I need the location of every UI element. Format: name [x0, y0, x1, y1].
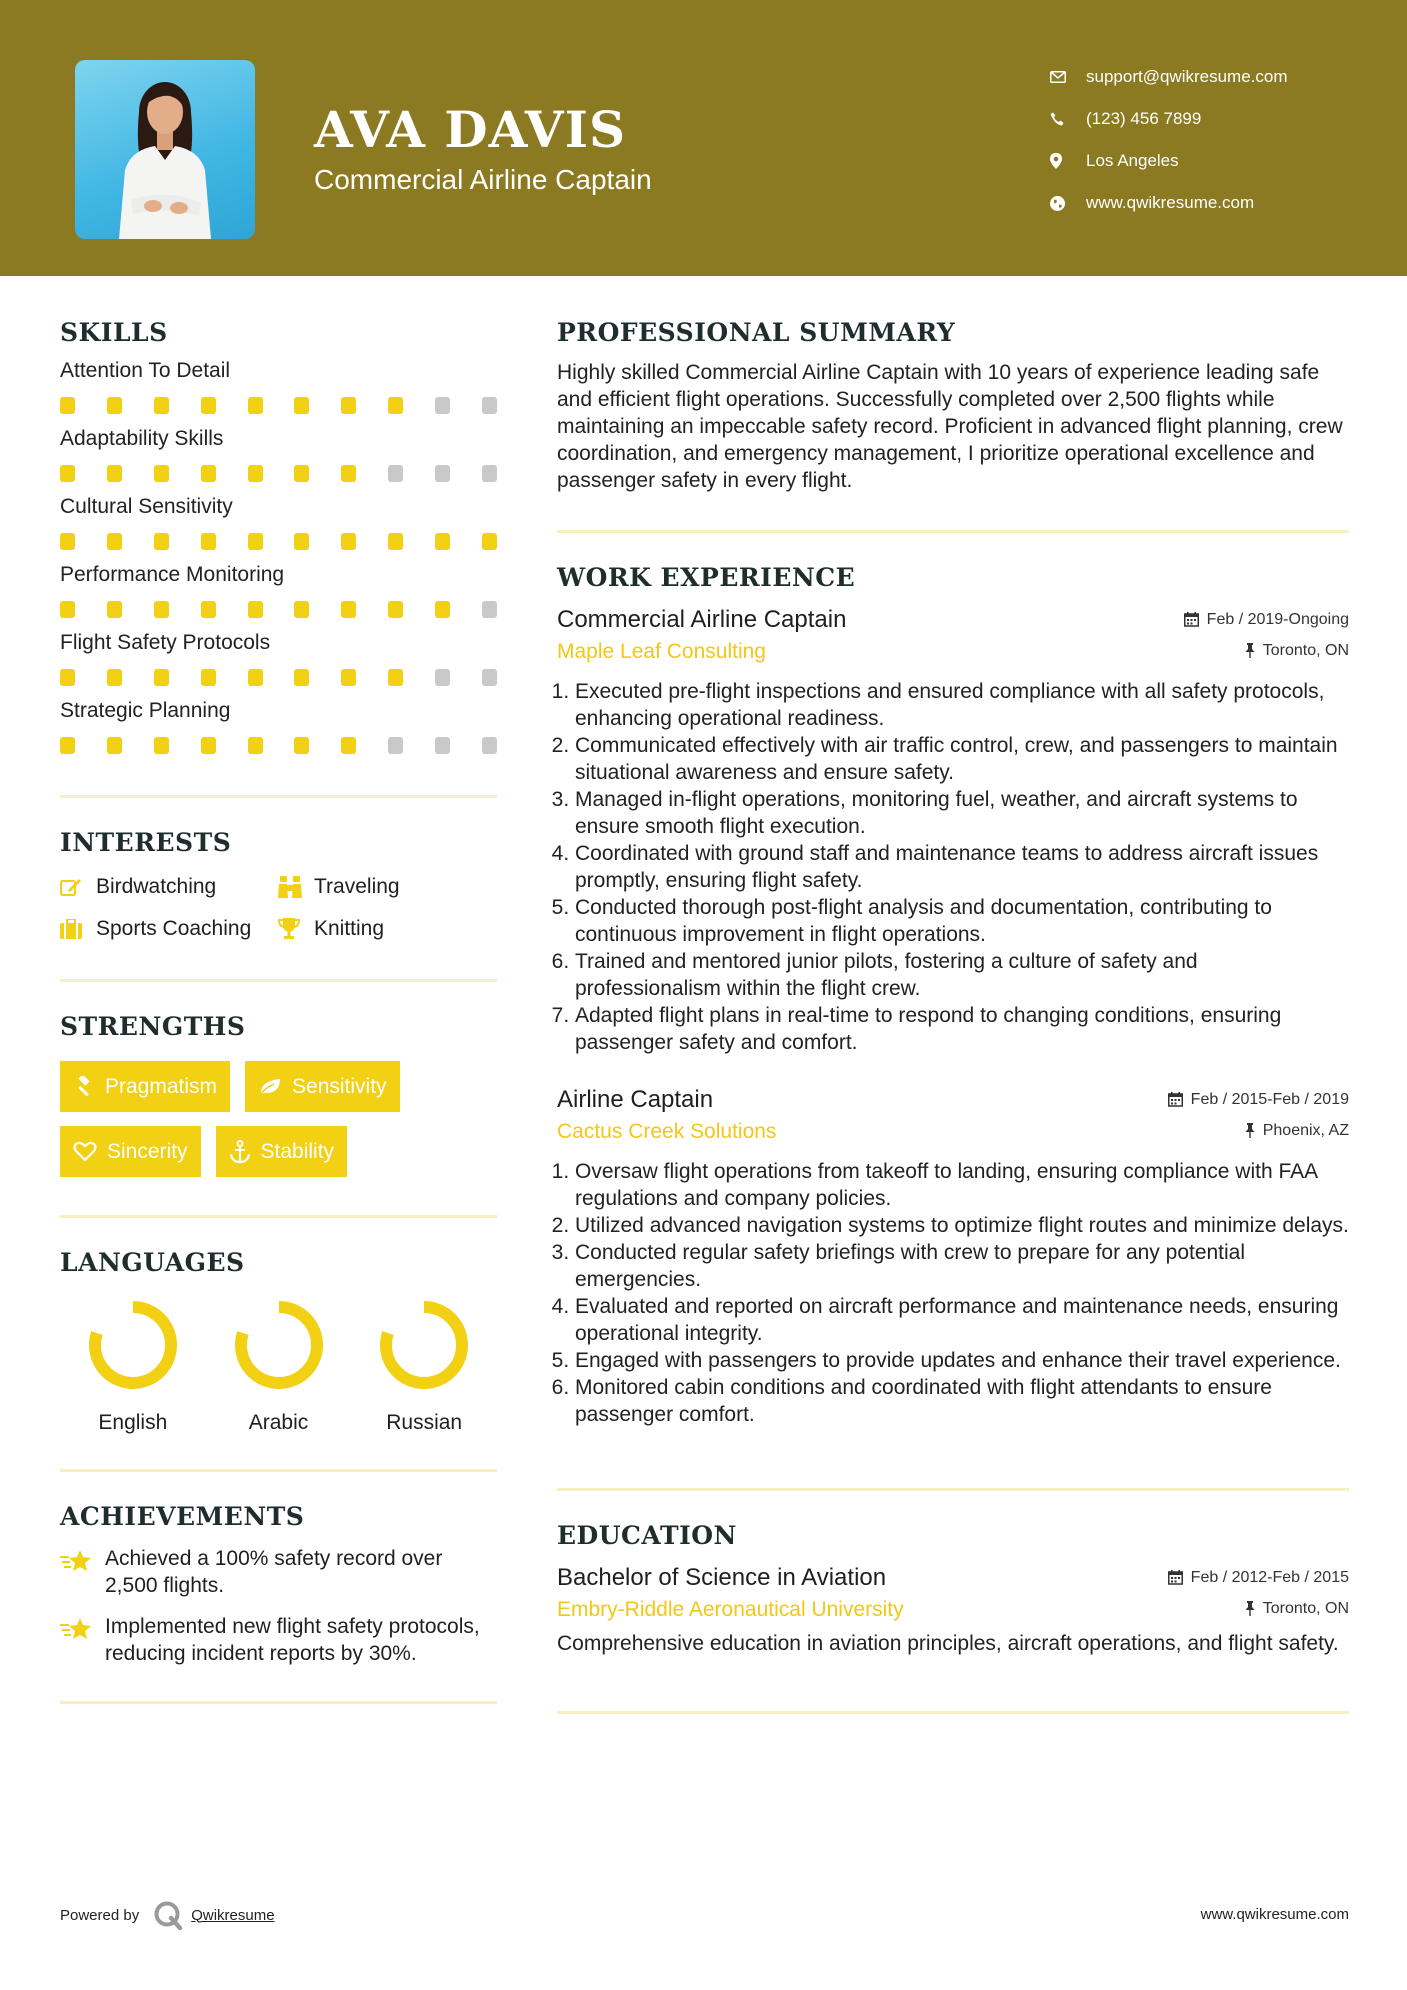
rating-dot-empty [435, 669, 450, 686]
qwikresume-link[interactable]: Qwikresume [191, 1906, 275, 1924]
rating-dot-filled [107, 601, 122, 618]
section-divider [60, 1215, 497, 1218]
skills-section [60, 318, 497, 755]
job-duties [557, 1158, 1349, 1428]
binoculars-icon [278, 876, 314, 898]
rating-dot-filled [201, 533, 216, 550]
contact-website-text: www.qwikresume.com [1086, 193, 1255, 212]
duty-item: 6. Monitored cabin conditions and coordinated with flight attendants to ensure passenger comfort. [575, 1374, 1349, 1428]
profile-photo [75, 60, 255, 239]
language-label: Arabic [248, 1411, 309, 1434]
skill-name: Adaptability Skills [60, 427, 224, 450]
rating-dot-filled [60, 397, 75, 414]
rating-dot-filled [201, 397, 216, 414]
summary-text: Highly skilled Commercial Airline Captain with 10 years of experience leading safe and efficient flight operations. Successfully completed over 2,500 flights while maintaining an impeccable safety record. Proficient in advanced flight planning, crew coordination, and emergency management, I prioritize operational excellence and passenger safety in every flight. [557, 361, 1343, 492]
skill-rating [60, 533, 497, 551]
strength-chip [60, 1061, 230, 1112]
rating-dot-filled [154, 669, 169, 686]
language-label: English [98, 1411, 168, 1434]
education-description: Comprehensive education in aviation principles, aircraft operations, and flight safety. [557, 1632, 1339, 1655]
rating-dot-filled [341, 465, 356, 482]
interest-label: Birdwatching [96, 875, 217, 898]
education-date [1168, 1569, 1349, 1587]
rating-dot-filled [388, 669, 403, 686]
achievement-text: Achieved a 100% safety record over 2,500 flights. [105, 1547, 443, 1597]
contact-location [1050, 140, 1390, 182]
skill-rating [60, 465, 497, 483]
interest-label: Sports Coaching [96, 917, 252, 940]
interest-item [60, 875, 278, 899]
language-ring [233, 1299, 325, 1391]
interest-item [278, 917, 478, 941]
school-name: Embry-Riddle Aeronautical University [557, 1598, 904, 1621]
job-location [1245, 1122, 1349, 1140]
education-header [557, 1564, 1349, 1592]
rating-dot-filled [341, 669, 356, 686]
duty-item: 3. Managed in-flight operations, monitoring fuel, weather, and aircraft systems to ensure smooth flight execution. [575, 786, 1349, 840]
job-date-text: Feb / 2019-Ongoing [1206, 610, 1349, 628]
rating-dot-empty [482, 465, 497, 482]
rating-dot-filled [248, 397, 263, 414]
language-label: Russian [386, 1411, 463, 1434]
strength-chip [216, 1126, 348, 1177]
job-title: Commercial Airline Captain [557, 606, 847, 633]
rating-dot-empty [388, 737, 403, 754]
skill-rating [60, 601, 497, 619]
footer-powered-by [60, 1900, 275, 1930]
language-item [60, 1299, 206, 1435]
powered-by-text: Powered by [60, 1906, 140, 1924]
skill-name: Strategic Planning [60, 699, 231, 722]
interests-section [60, 828, 497, 941]
job-subheader [557, 640, 1349, 664]
education-location-text: Toronto, ON [1262, 1599, 1349, 1617]
job-location-text: Phoenix, AZ [1262, 1121, 1349, 1139]
languages-list [60, 1299, 497, 1435]
skill-name: Performance Monitoring [60, 563, 285, 586]
duty-item: 2. Utilized advanced navigation systems to optimize flight routes and minimize delays. [575, 1212, 1349, 1239]
section-divider [60, 979, 497, 982]
strength-chip [245, 1061, 400, 1112]
duty-item: 4. Coordinated with ground staff and maintenance teams to address aircraft issues promptly, ensuring flight safety. [575, 840, 1349, 894]
rating-dot-filled [60, 737, 75, 754]
achievement-item [60, 1613, 497, 1667]
education-date-text: Feb / 2012-Feb / 2015 [1190, 1568, 1349, 1586]
education-subheader [557, 1598, 1349, 1622]
rating-dot-filled [154, 737, 169, 754]
rating-dot-filled [388, 601, 403, 618]
achievement-text: Implemented new flight safety protocols, reducing incident reports by 30%. [105, 1615, 480, 1665]
duty-item: 6. Trained and mentored junior pilots, fostering a culture of safety and professionalism within the flight crew. [575, 948, 1349, 1002]
rating-dot-filled [201, 601, 216, 618]
strength-label: Sensitivity [292, 1074, 387, 1098]
section-divider [557, 530, 1349, 533]
section-divider [557, 1711, 1349, 1714]
job-subheader [557, 1120, 1349, 1144]
interest-label: Knitting [314, 917, 385, 940]
calendar-icon [1184, 612, 1199, 627]
anchor-icon [229, 1140, 251, 1164]
rating-dot-filled [107, 737, 122, 754]
calendar-icon [1168, 1570, 1183, 1585]
language-ring [378, 1299, 470, 1391]
skill-name: Attention To Detail [60, 359, 231, 382]
duty-item: 2. Communicated effectively with air traffic control, crew, and passengers to maintain situational awareness and ensure safety. [575, 732, 1349, 786]
contact-list [1050, 56, 1390, 224]
duty-item: 5. Engaged with passengers to provide updates and enhance their travel experience. [575, 1347, 1349, 1374]
strength-label: Sincerity [107, 1139, 188, 1163]
duty-item: 1. Oversaw flight operations from takeoff to landing, ensuring compliance with FAA regulations and company policies. [575, 1158, 1349, 1212]
rating-dot-filled [60, 601, 75, 618]
rating-dot-filled [201, 737, 216, 754]
rating-dot-filled [294, 397, 309, 414]
company-name: Maple Leaf Consulting [557, 640, 766, 663]
leaf-icon [258, 1077, 282, 1097]
rating-dot-filled [435, 533, 450, 550]
degree-title: Bachelor of Science in Aviation [557, 1564, 887, 1591]
rating-dot-filled [60, 465, 75, 482]
rating-dot-filled [341, 533, 356, 550]
rating-dot-empty [482, 737, 497, 754]
language-item [351, 1299, 497, 1435]
gavel-icon [73, 1076, 95, 1098]
rating-dot-filled [294, 601, 309, 618]
skills-list [60, 359, 497, 755]
rating-dot-filled [154, 465, 169, 482]
contact-email-text: support@qwikresume.com [1086, 67, 1288, 86]
rating-dot-filled [341, 601, 356, 618]
rating-dot-filled [201, 669, 216, 686]
rating-dot-filled [154, 533, 169, 550]
rating-dot-filled [107, 533, 122, 550]
education-section [557, 1521, 1349, 1657]
rating-dot-empty [482, 397, 497, 414]
languages-section [60, 1248, 497, 1435]
rating-dot-filled [248, 533, 263, 550]
contact-phone-text: (123) 456 7899 [1086, 109, 1202, 128]
language-level-arc [386, 1307, 462, 1383]
rating-dot-empty [482, 601, 497, 618]
rating-dot-filled [294, 669, 309, 686]
job-location [1245, 642, 1349, 660]
duty-item: 4. Evaluated and reported on aircraft performance and maintenance needs, ensuring operational integrity. [575, 1293, 1349, 1347]
globe-icon [1050, 196, 1086, 211]
strengths-heading: STRENGTHS [60, 1012, 246, 1041]
strengths-section [60, 1012, 497, 1177]
job-header [557, 606, 1349, 634]
strength-chip [60, 1126, 201, 1177]
rating-dot-filled [435, 601, 450, 618]
phone-icon [1050, 112, 1086, 126]
rating-dot-filled [388, 533, 403, 550]
language-item [206, 1299, 352, 1435]
job-header [557, 1086, 1349, 1114]
rating-dot-empty [435, 737, 450, 754]
duty-item: 3. Conducted regular safety briefings with crew to prepare for any potential emergencies. [575, 1239, 1349, 1293]
contact-phone[interactable] [1050, 98, 1390, 140]
interest-item [278, 875, 478, 899]
skill-name: Cultural Sensitivity [60, 495, 233, 518]
rating-dot-filled [341, 737, 356, 754]
education-location [1245, 1600, 1349, 1618]
rating-dot-filled [107, 397, 122, 414]
pushpin-icon [1245, 643, 1255, 658]
rating-dot-filled [482, 533, 497, 550]
section-divider [60, 1701, 497, 1704]
pencil-square-icon [60, 877, 96, 897]
heart-icon [73, 1141, 97, 1162]
job-location-text: Toronto, ON [1262, 641, 1349, 659]
candidate-title: Commercial Airline Captain [314, 164, 652, 195]
interests-heading: INTERESTS [60, 828, 232, 857]
summary-section [557, 318, 1349, 494]
rating-dot-filled [388, 397, 403, 414]
rating-dot-filled [294, 465, 309, 482]
job-date-text: Feb / 2015-Feb / 2019 [1190, 1090, 1349, 1108]
rating-dot-empty [388, 465, 403, 482]
footer-website[interactable]: www.qwikresume.com [1200, 1906, 1349, 1923]
rating-dot-filled [248, 465, 263, 482]
section-divider [60, 1469, 497, 1472]
job-date [1184, 611, 1349, 629]
duty-item: 1. Executed pre-flight inspections and ensured compliance with all safety protocols, enhancing operational readiness. [575, 678, 1349, 732]
achievement-item [60, 1545, 497, 1599]
rating-dot-filled [294, 737, 309, 754]
duty-item: 5. Conducted thorough post-flight analysis and documentation, contributing to continuous improvement in flight operations. [575, 894, 1349, 948]
interest-label: Traveling [314, 875, 400, 898]
rating-dot-empty [482, 669, 497, 686]
left-column [60, 318, 497, 1704]
pushpin-icon [1245, 1123, 1255, 1138]
language-level-arc [241, 1307, 317, 1383]
candidate-name: AVA DAVIS [314, 100, 627, 159]
map-pin-icon [1050, 153, 1086, 169]
experience-section [557, 563, 1349, 1428]
achievements-heading: ACHIEVEMENTS [60, 1502, 305, 1531]
languages-heading: LANGUAGES [60, 1248, 245, 1277]
job-entry [557, 1086, 1349, 1428]
star-icon [60, 1545, 105, 1599]
education-heading: EDUCATION [557, 1521, 737, 1550]
briefcase-icon [60, 919, 96, 939]
skills-heading: SKILLS [60, 318, 168, 347]
skill-name: Flight Safety Protocols [60, 631, 271, 654]
pushpin-icon [1245, 1601, 1255, 1616]
skill-rating [60, 397, 497, 415]
language-ring [87, 1299, 179, 1391]
contact-website[interactable] [1050, 182, 1390, 224]
company-name: Cactus Creek Solutions [557, 1120, 777, 1143]
rating-dot-empty [435, 397, 450, 414]
rating-dot-filled [60, 669, 75, 686]
section-divider [557, 1488, 1349, 1491]
rating-dot-filled [341, 397, 356, 414]
qwikresume-logo-icon [153, 1900, 183, 1930]
right-column [557, 318, 1349, 1714]
skill-rating [60, 669, 497, 687]
section-divider [60, 795, 497, 798]
rating-dot-filled [154, 601, 169, 618]
calendar-icon [1168, 1092, 1183, 1107]
rating-dot-filled [248, 737, 263, 754]
duty-item: 7. Adapted flight plans in real-time to respond to changing conditions, ensuring passenger safety and comfort. [575, 1002, 1349, 1056]
experience-heading: WORK EXPERIENCE [557, 563, 856, 592]
rating-dot-filled [107, 669, 122, 686]
rating-dot-filled [294, 533, 309, 550]
strength-label: Stability [260, 1139, 335, 1163]
job-title: Airline Captain [557, 1086, 714, 1113]
trophy-icon [278, 918, 314, 940]
skill-rating [60, 737, 497, 755]
job-date [1168, 1091, 1349, 1109]
job-duties [557, 678, 1349, 1056]
rating-dot-filled [248, 669, 263, 686]
envelope-icon [1050, 71, 1086, 83]
rating-dot-filled [201, 465, 216, 482]
job-entry [557, 606, 1349, 1056]
contact-email[interactable] [1050, 56, 1390, 98]
star-icon [60, 1613, 105, 1667]
header-banner [0, 0, 1407, 276]
rating-dot-empty [435, 465, 450, 482]
rating-dot-filled [60, 533, 75, 550]
rating-dot-filled [107, 465, 122, 482]
summary-heading: PROFESSIONAL SUMMARY [557, 318, 956, 347]
rating-dot-filled [154, 397, 169, 414]
language-level-arc [95, 1307, 171, 1383]
achievements-section [60, 1502, 497, 1667]
rating-dot-filled [248, 601, 263, 618]
interest-item [60, 917, 278, 941]
contact-location-text: Los Angeles [1086, 151, 1179, 170]
strengths-list [60, 1061, 497, 1177]
strength-label: Pragmatism [105, 1074, 218, 1098]
interests-list [60, 875, 497, 941]
